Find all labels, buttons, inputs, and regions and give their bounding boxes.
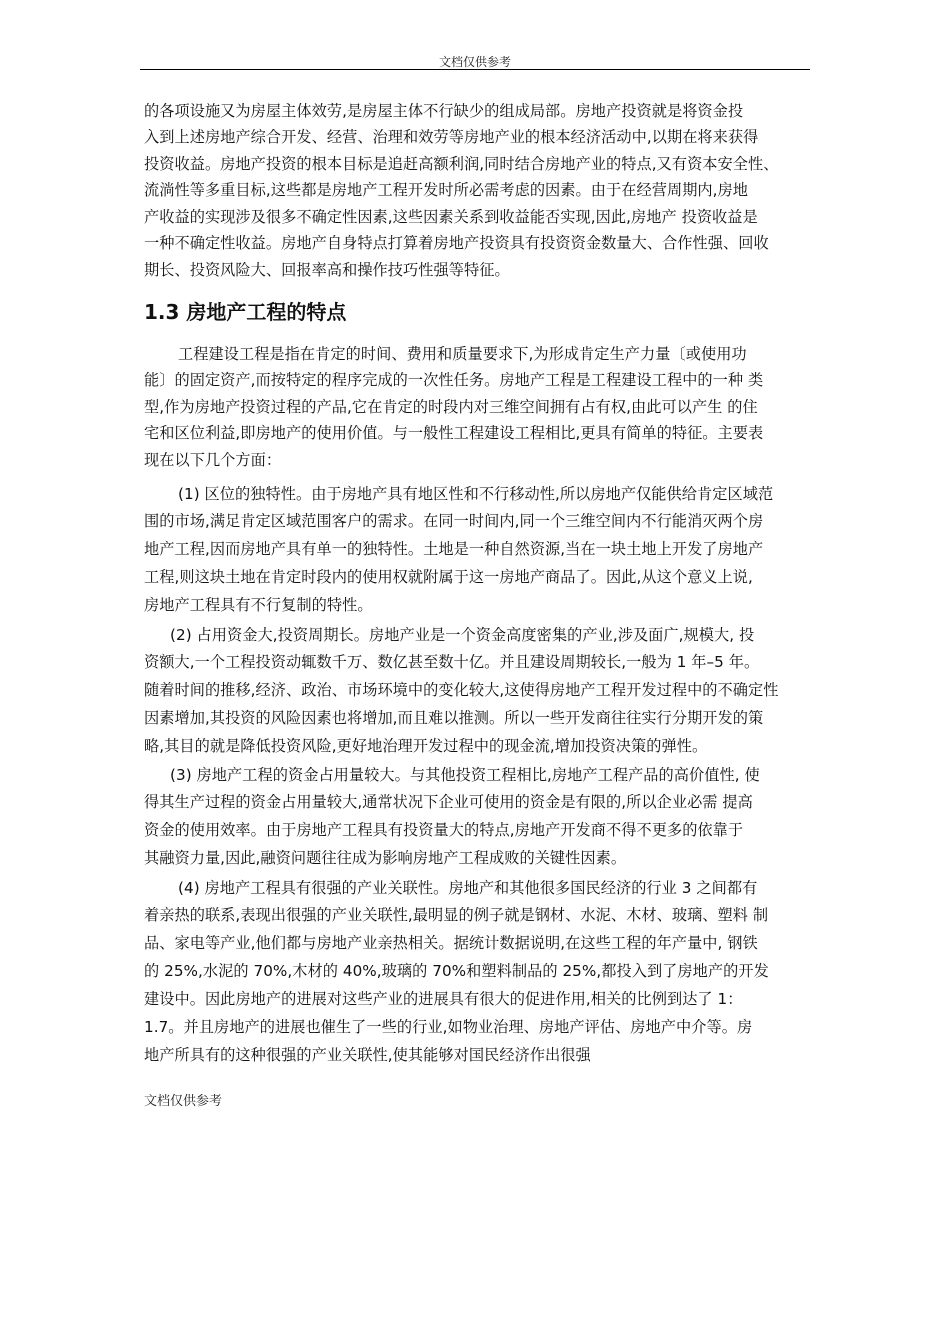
item-1-line: (1) 区位的独特性。由于房地产具有地区性和不行移动性,所以房地产仅能供给肯定区域范 xyxy=(178,485,774,503)
intro-line: 期长、投资风险大、回报率高和操作技巧性强等特征。 xyxy=(144,261,510,279)
intro-line: 一种不确定性收益。房地产自身特点打算着房地产投资具有投资资金数量大、合作性强、回收 xyxy=(144,234,769,252)
item-4-line: 建设中。因此房地产的进展对这些产业的进展具有很大的促进作用,相关的比例到达了 1： xyxy=(144,990,743,1008)
item-3-line: 其融资力量,因此,融资问题往往成为影响房地产工程成败的关键性因素。 xyxy=(144,849,627,867)
item-3-line: 得其生产过程的资金占用量较大,通常状况下企业可使用的资金是有限的,所以企业必需 提高 xyxy=(144,793,753,811)
header-divider xyxy=(140,69,810,70)
page-footer: 文档仅供参考 xyxy=(144,1094,223,1109)
item-2-line: 略,其目的就是降低投资风险,更好地治理开发过程中的现金流,增加投资决策的弹性。 xyxy=(144,737,708,755)
item-4-line: 品、家电等产业,他们都与房地产业亲热相关。据统计数据说明,在这些工程的年产量中, 钢铁 xyxy=(144,934,758,952)
item-2-line: 因素增加,其投资的风险因素也将增加,而且难以推测。所以一些开发商往往实行分期开发的策 xyxy=(144,709,764,727)
intro-line: 投资收益。房地产投资的根本目标是追赶高额利润,同时结合房地产业的特点,又有资本安全性、 xyxy=(144,155,779,173)
item-1-line: 工程,则这块土地在肯定时段内的使用权就附属于这一房地产商品了。因此,从这个意义上说, xyxy=(144,568,753,586)
item-3-line: 资金的使用效率。由于房地产工程具有投资量大的特点,房地产开发商不得不更多的依靠于 xyxy=(144,821,744,839)
item-3-line: (3) 房地产工程的资金占用量较大。与其他投资工程相比,房地产工程产品的高价值性, 使 xyxy=(170,766,760,784)
section-heading: 1.3 房地产工程的特点 xyxy=(144,300,347,324)
intro-line: 流淌性等多重目标,这些都是房地产工程开发时所必需考虑的因素。由于在经营周期内,房地 xyxy=(144,181,749,199)
item-4-line: (4) 房地产工程具有很强的产业关联性。房地产和其他很多国民经济的行业 3 之间都有 xyxy=(178,879,758,897)
definition-line: 现在以下几个方面： xyxy=(144,451,282,469)
intro-line: 产收益的实现涉及很多不确定性因素,这些因素关系到收益能否实现,因此,房地产 投资收益是 xyxy=(144,208,758,226)
item-1-line: 房地产工程具有不行复制的特性。 xyxy=(144,596,373,614)
page-header: 文档仅供参考 xyxy=(438,55,511,69)
item-4-line: 地产所具有的这种很强的产业关联性,使其能够对国民经济作出很强 xyxy=(144,1046,591,1064)
intro-line: 入到上述房地产综合开发、经营、治理和效劳等房地产业的根本经济活动中,以期在将来获得 xyxy=(144,128,759,146)
intro-line: 的各项设施又为房屋主体效劳,是房屋主体不行缺少的组成局部。房地产投资就是将资金投 xyxy=(144,102,744,120)
item-2-line: 资额大,一个工程投资动辄数千万、数亿甚至数十亿。并且建设周期较长,一般为 1 年–5 年。 xyxy=(144,653,760,671)
item-1-line: 围的市场,满足肯定区域范围客户的需求。在同一时间内,同一个三维空间内不行能消灭两个房 xyxy=(144,512,764,530)
item-4-line: 着亲热的联系,表现出很强的产业关联性,最明显的例子就是钢材、水泥、木材、玻璃、塑料 制 xyxy=(144,906,769,924)
item-2-line: (2) 占用资金大,投资周期长。房地产业是一个资金高度密集的产业,涉及面广,规模大, 投 xyxy=(170,626,755,644)
item-1-line: 地产工程,因而房地产具有单一的独特性。土地是一种自然资源,当在一块土地上开发了房地产 xyxy=(144,540,764,558)
item-4-line: 的 25%,水泥的 70%,木材的 40%,玻璃的 70%和塑料制品的 25%,都投入到了房地产的开发 xyxy=(144,962,769,980)
definition-line: 宅和区位利益,即房地产的使用价值。与一般性工程建设工程相比,更具有简单的特征。主要表 xyxy=(144,424,764,442)
definition-line: 工程建设工程是指在肯定的时间、费用和质量要求下,为形成肯定生产力量〔或使用功 xyxy=(178,345,747,363)
definition-line: 能〕的固定资产,而按特定的程序完成的一次性任务。房地产工程是工程建设工程中的一种 类 xyxy=(144,371,764,389)
item-4-line: 1.7。并且房地产的进展也催生了一些的行业,如物业治理、房地产评估、房地产中介等。房 xyxy=(144,1018,753,1036)
definition-line: 型,作为房地产投资过程的产品,它在肯定的时段内对三维空间拥有占有权,由此可以产生 的住 xyxy=(144,398,758,416)
item-2-line: 随着时间的推移,经济、政治、市场环境中的变化较大,这使得房地产工程开发过程中的不确定性 xyxy=(144,681,779,699)
